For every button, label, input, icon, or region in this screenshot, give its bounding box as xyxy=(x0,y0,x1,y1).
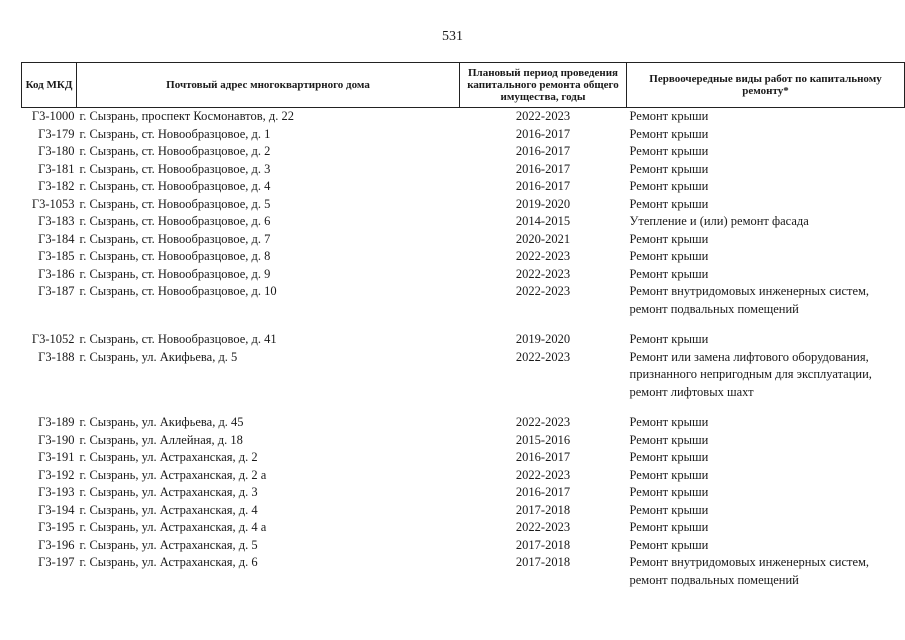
cell-address: г. Сызрань, ст. Новообразцовое, д. 7 xyxy=(79,231,271,246)
cell-works: Ремонт крыши xyxy=(629,126,709,141)
cell-address: г. Сызрань, ул. Астраханская, д. 5 xyxy=(79,537,258,552)
cell-address: г. Сызрань, ул. Астраханская, д. 4 xyxy=(79,502,258,517)
page-number: 531 xyxy=(442,29,463,44)
cell-period: 2022-2023 xyxy=(515,467,571,482)
cell-works: Ремонт крыши xyxy=(629,231,709,246)
cell-works: Ремонт крыши xyxy=(629,109,709,123)
cell-code: Г3-187 xyxy=(38,284,75,298)
repair-plan-table-wrapper xyxy=(21,62,904,589)
table-row xyxy=(22,449,905,467)
cell-period: 2017-2018 xyxy=(515,555,571,569)
cell-period: 2022-2023 xyxy=(515,266,571,281)
cell-address: г. Сызрань, ст. Новообразцовое, д. 41 xyxy=(79,332,277,346)
cell-address: г. Сызрань, ст. Новообразцовое, д. 3 xyxy=(79,161,271,176)
table-row xyxy=(22,196,905,214)
cell-works: Ремонт крыши xyxy=(629,249,709,263)
table-row xyxy=(22,143,905,161)
cell-address: г. Сызрань, ст. Новообразцовое, д. 9 xyxy=(79,266,271,281)
cell-period: 2022-2023 xyxy=(515,520,571,534)
cell-works: Ремонт или замена лифтового оборудования, признанного непригодным для эксплуатации, ремонт лифтовых шахт xyxy=(629,349,872,399)
cell-code: Г3-1053 xyxy=(31,196,75,211)
repair-plan-table xyxy=(21,62,905,589)
cell-address: г. Сызрань, ст. Новообразцовое, д. 1 xyxy=(79,126,271,141)
cell-works: Ремонт крыши xyxy=(629,502,709,517)
cell-code: Г3-1052 xyxy=(31,332,75,346)
cell-code: Г3-193 xyxy=(38,485,75,499)
table-row xyxy=(22,467,905,485)
table-row xyxy=(22,161,905,179)
cell-works: Ремонт крыши xyxy=(629,485,709,499)
cell-code: Г3-190 xyxy=(38,432,75,447)
cell-works: Ремонт крыши xyxy=(629,266,709,281)
cell-address: г. Сызрань, ст. Новообразцовое, д. 5 xyxy=(79,196,271,211)
cell-period: 2017-2018 xyxy=(515,537,571,552)
cell-code: Г3-180 xyxy=(38,144,75,158)
header-code: Код МКД xyxy=(22,63,77,108)
header-works: Первоочередные виды работ по капитальному ремонту* xyxy=(627,63,905,108)
cell-period: 2022-2023 xyxy=(515,249,571,263)
cell-code: Г3-191 xyxy=(38,450,75,464)
cell-works: Ремонт крыши xyxy=(629,520,709,534)
cell-code: Г3-196 xyxy=(38,537,75,552)
cell-code: Г3-192 xyxy=(38,467,75,482)
cell-period: 2022-2023 xyxy=(515,284,571,298)
cell-address: г. Сызрань, ст. Новообразцовое, д. 8 xyxy=(79,249,271,263)
cell-period: 2022-2023 xyxy=(515,415,571,429)
cell-works: Ремонт крыши xyxy=(629,179,709,193)
cell-code: Г3-181 xyxy=(38,161,75,176)
cell-works: Ремонт крыши xyxy=(629,144,709,158)
cell-period: 2019-2020 xyxy=(515,196,571,211)
cell-period: 2016-2017 xyxy=(515,144,571,158)
cell-address: г. Сызрань, проспект Космонавтов, д. 22 xyxy=(79,109,294,123)
cell-address: г. Сызрань, ул. Астраханская, д. 2 а xyxy=(79,467,267,482)
cell-code: Г3-1000 xyxy=(31,109,75,123)
cell-code: Г3-195 xyxy=(38,520,75,534)
cell-period: 2022-2023 xyxy=(515,109,571,123)
cell-code: Г3-197 xyxy=(38,555,75,569)
table-row xyxy=(22,266,905,284)
table-row xyxy=(22,349,905,415)
cell-works: Ремонт крыши xyxy=(629,450,709,464)
cell-code: Г3-183 xyxy=(38,214,75,228)
cell-code: Г3-179 xyxy=(38,126,75,141)
table-row xyxy=(22,519,905,537)
cell-works: Ремонт крыши xyxy=(629,332,709,346)
table-row xyxy=(22,331,905,349)
cell-period: 2016-2017 xyxy=(515,450,571,464)
table-row xyxy=(22,537,905,555)
table-body xyxy=(22,108,905,590)
cell-period: 2014-2015 xyxy=(515,214,571,228)
cell-works: Ремонт крыши xyxy=(629,415,709,429)
cell-works: Утепление и (или) ремонт фасада xyxy=(629,214,809,228)
table-row xyxy=(22,213,905,231)
cell-period: 2020-2021 xyxy=(515,231,571,246)
table-row xyxy=(22,484,905,502)
cell-period: 2022-2023 xyxy=(515,349,571,364)
cell-address: г. Сызрань, ул. Аллейная, д. 18 xyxy=(79,432,243,447)
table-row xyxy=(22,108,905,126)
cell-period: 2016-2017 xyxy=(515,485,571,499)
cell-address: г. Сызрань, ул. Астраханская, д. 6 xyxy=(79,555,258,569)
table-row xyxy=(22,231,905,249)
table-row xyxy=(22,178,905,196)
cell-address: г. Сызрань, ул. Астраханская, д. 3 xyxy=(79,485,258,499)
table-row xyxy=(22,283,905,331)
header-period: Плановый период проведения капитального ремонта общего имущества, годы xyxy=(460,63,627,108)
cell-period: 2016-2017 xyxy=(515,161,571,176)
cell-period: 2015-2016 xyxy=(515,432,571,447)
cell-address: г. Сызрань, ст. Новообразцовое, д. 4 xyxy=(79,179,271,193)
cell-address: г. Сызрань, ул. Астраханская, д. 2 xyxy=(79,450,258,464)
table-header xyxy=(22,63,905,108)
cell-works: Ремонт внутридомовых инженерных систем, ремонт подвальных помещений xyxy=(629,555,870,587)
table-row xyxy=(22,432,905,450)
cell-period: 2016-2017 xyxy=(515,179,571,193)
cell-address: г. Сызрань, ст. Новообразцовое, д. 10 xyxy=(79,284,277,298)
cell-period: 2017-2018 xyxy=(515,502,571,517)
cell-works: Ремонт крыши xyxy=(629,161,709,176)
cell-address: г. Сызрань, ул. Акифьева, д. 45 xyxy=(79,415,244,429)
table-row xyxy=(22,414,905,432)
cell-code: Г3-186 xyxy=(38,266,75,281)
cell-code: Г3-188 xyxy=(38,349,75,364)
cell-address: г. Сызрань, ст. Новообразцовое, д. 2 xyxy=(79,144,271,158)
cell-code: Г3-184 xyxy=(38,231,75,246)
cell-code: Г3-182 xyxy=(38,179,75,193)
cell-code: Г3-185 xyxy=(38,249,75,263)
table-row xyxy=(22,126,905,144)
table-row xyxy=(22,248,905,266)
cell-works: Ремонт крыши xyxy=(629,432,709,447)
cell-works: Ремонт крыши xyxy=(629,537,709,552)
header-address: Почтовый адрес многоквартирного дома xyxy=(77,63,460,108)
cell-code: Г3-189 xyxy=(38,415,75,429)
cell-period: 2016-2017 xyxy=(515,126,571,141)
cell-period: 2019-2020 xyxy=(515,332,571,346)
cell-code: Г3-194 xyxy=(38,502,75,517)
table-row xyxy=(22,554,905,589)
cell-works: Ремонт внутридомовых инженерных систем, ремонт подвальных помещений xyxy=(629,284,870,316)
table-row xyxy=(22,502,905,520)
cell-address: г. Сызрань, ст. Новообразцовое, д. 6 xyxy=(79,214,271,228)
cell-works: Ремонт крыши xyxy=(629,467,709,482)
cell-address: г. Сызрань, ул. Акифьева, д. 5 xyxy=(79,349,238,364)
cell-works: Ремонт крыши xyxy=(629,196,709,211)
cell-address: г. Сызрань, ул. Астраханская, д. 4 а xyxy=(79,520,267,534)
